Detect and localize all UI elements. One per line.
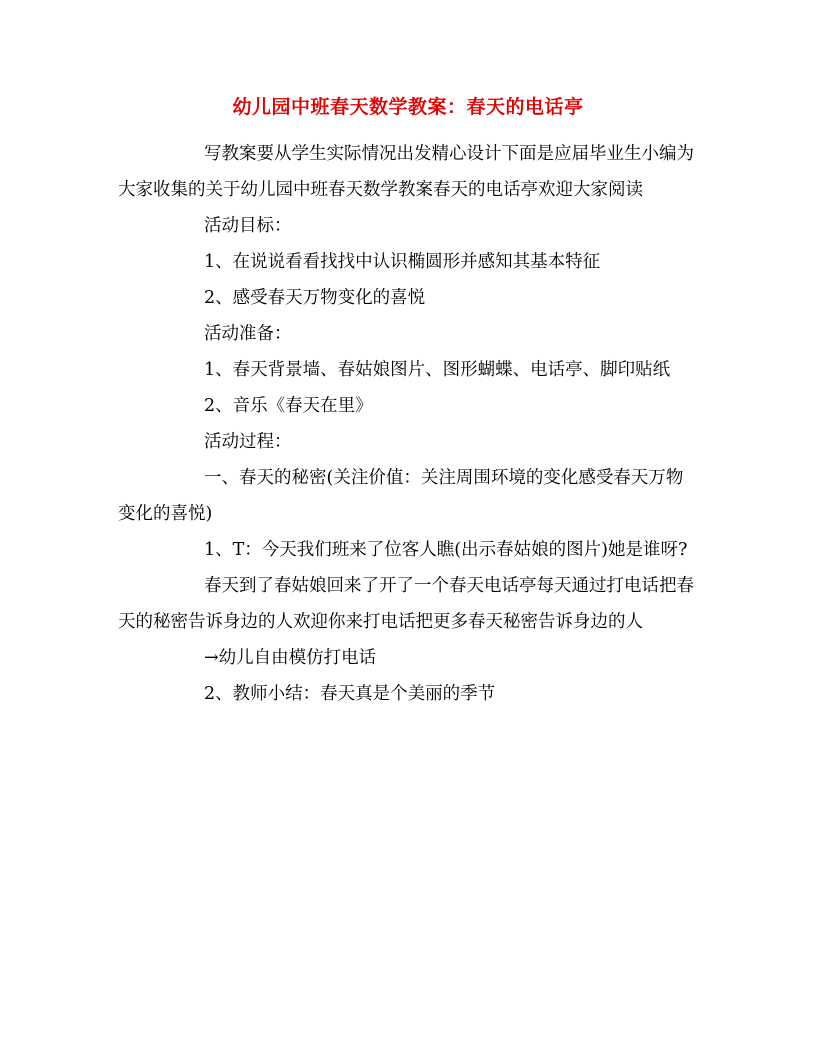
process-activity-note: →幼儿自由模仿打电话 (204, 648, 377, 668)
intro-paragraph: 写教案要从学生实际情况出发精心设计下面是应届毕业生小编为大家收集的关于幼儿园中班春天数学教案春天的电话亭欢迎大家阅读 (118, 144, 694, 200)
document-body (118, 136, 696, 712)
preparation-item-2: 2、音乐《春天在里》 (204, 396, 373, 416)
process-story-paragraph: 春天到了春姑娘回来了开了一个春天电话亭每天通过打电话把春天的秘密告诉身边的人欢迎你来打电话把更多春天秘密告诉身边的人 (118, 576, 694, 632)
goals-heading: 活动目标： (204, 216, 292, 236)
document-title: 幼儿园中班春天数学教案：春天的电话亭 (232, 96, 584, 118)
goal-item-1: 1、在说说看看找找中认识椭圆形并感知其基本特征 (204, 252, 601, 272)
process-step-2: 2、教师小结：春天真是个美丽的季节 (204, 684, 496, 704)
preparation-heading: 活动准备： (204, 324, 292, 344)
goal-item-2: 2、感受春天万物变化的喜悦 (204, 288, 426, 308)
process-section-1: 一、春天的秘密(关注价值：关注周围环境的变化感受春天万物变化的喜悦) (118, 468, 684, 524)
process-heading: 活动过程： (204, 432, 292, 452)
preparation-item-1: 1、春天背景墙、春姑娘图片、图形蝴蝶、电话亭、脚印贴纸 (204, 360, 671, 380)
process-step-1: 1、T：今天我们班来了位客人瞧(出示春姑娘的图片)她是谁呀? (204, 540, 688, 560)
